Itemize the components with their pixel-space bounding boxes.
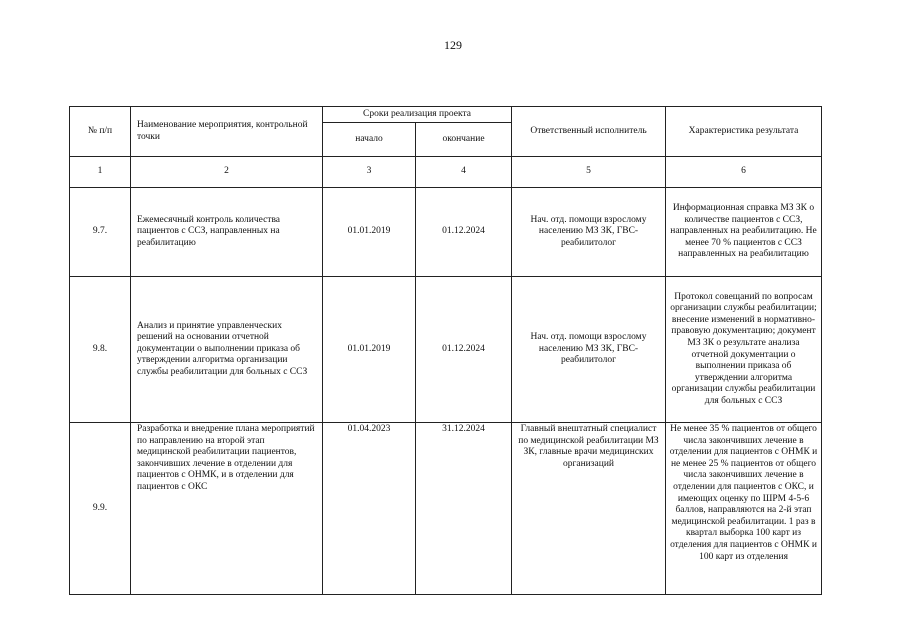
header-responsible: Ответственный исполнитель (512, 107, 666, 157)
header-terms-group: Сроки реализация проекта (323, 107, 512, 123)
table-row (70, 423, 822, 595)
result: Информационная справка МЗ ЗК о количестве пациентов с ССЗ, направленных на реабилитацию. Не менее 70 % пациентов с ССЗ направленных на реабилитацию (666, 188, 822, 277)
event-name: Ежемесячный контроль количества пациентов с ССЗ, направленных на реабилитацию (131, 188, 323, 277)
end-date: 31.12.2024 (416, 423, 512, 595)
row-number: 9.8. (70, 277, 131, 423)
header-end: окончание (416, 123, 512, 157)
page-number: 129 (444, 38, 462, 52)
event-name: Анализ и принятие управленческих решений на основании отчетной документации о выполнении приказа об утверждении алгоритма организации службы реабилитации для больных с ССЗ (131, 277, 323, 423)
header-name: Наименование мероприятия, контрольной точки (131, 107, 323, 157)
header-start: начало (323, 123, 416, 157)
end-date: 01.12.2024 (416, 188, 512, 277)
column-number: 3 (323, 157, 416, 188)
column-numbers-row (70, 157, 822, 188)
column-number: 5 (512, 157, 666, 188)
row-number: 9.9. (70, 423, 131, 595)
end-date: 01.12.2024 (416, 277, 512, 423)
responsible: Нач. отд. помощи взрослому населению МЗ ЗК, ГВС-реабилитолог (512, 188, 666, 277)
column-number: 1 (70, 157, 131, 188)
start-date: 01.01.2019 (323, 188, 416, 277)
table-row (70, 277, 822, 423)
column-number: 6 (666, 157, 822, 188)
table-row (70, 188, 822, 277)
result: Протокол совещаний по вопросам организации службы реабилитации; внесение изменений в нормативно-правовую документацию; документ МЗ ЗК о результате анализа отчетной документации о выполнении приказа об утверждении алгоритма организации службы реабилитации для больных с ССЗ (666, 277, 822, 423)
event-name: Разработка и внедрение плана мероприятий по направлению на второй этап медицинской реабилитации пациентов, закончивших лечение в отделении для пациентов с ОНМК, и в отделении для пациентов с ОКС (131, 423, 323, 595)
responsible: Главный внештатный специалист по медицинской реабилитации МЗ ЗК, главные врачи медицинских организаций (512, 423, 666, 595)
result: Не менее 35 % пациентов от общего числа закончивших лечение в отделении для пациентов с ОНМК и не менее 25 % пациентов от общего числа закончивших лечение в отделении для пациентов с ОКС, и имеющих оценку по ШРМ 4-5-6 баллов, направляются на 2-й этап медицинской реабилитации. 1 раз в квартал выборка 100 карт из отделения для пациентов с ОНМК и 100 карт из отделения (669, 424, 818, 562)
header-row-1 (70, 107, 822, 123)
start-date: 01.01.2019 (323, 277, 416, 423)
column-number: 4 (416, 157, 512, 188)
start-date: 01.04.2023 (323, 423, 416, 595)
project-plan-table (69, 106, 822, 595)
header-num: № п/п (70, 107, 131, 157)
column-number: 2 (131, 157, 323, 188)
responsible: Нач. отд. помощи взрослому населению МЗ ЗК, ГВС-реабилитолог (512, 277, 666, 423)
header-result: Характеристика результата (666, 107, 822, 157)
result-cell (666, 423, 822, 595)
row-number: 9.7. (70, 188, 131, 277)
